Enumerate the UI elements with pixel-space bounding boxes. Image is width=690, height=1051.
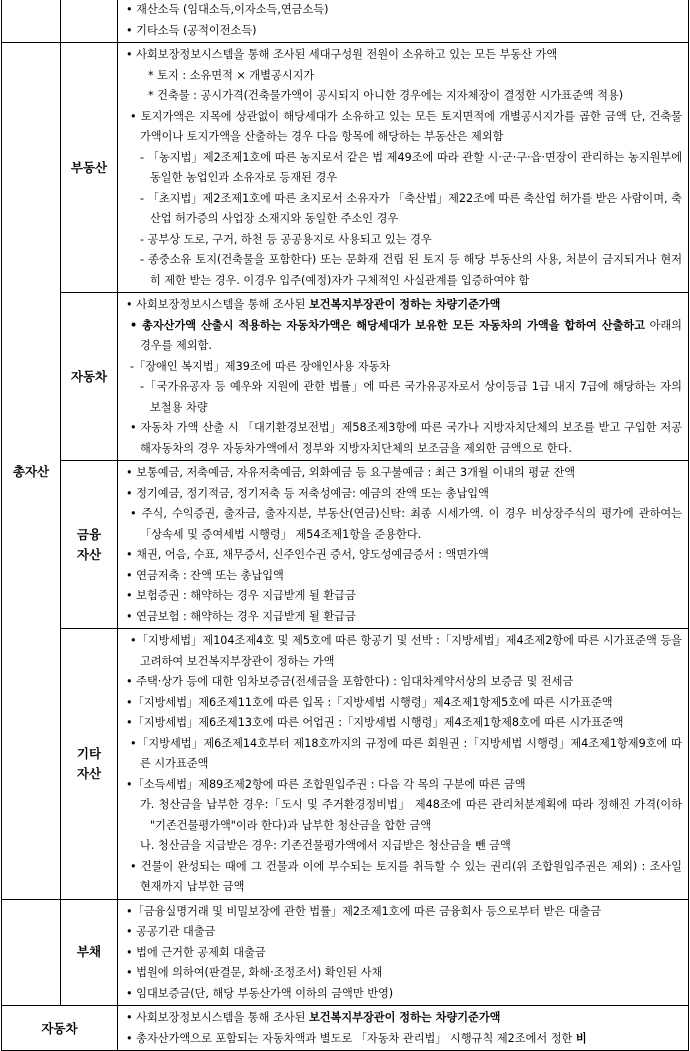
- other-assets-header: [61, 629, 118, 900]
- list-item: [126, 316, 682, 357]
- other-assets-row: [2, 629, 689, 900]
- finance-header: [61, 461, 118, 629]
- car-bottom-line1-bold: 보건복지부장관이 정하는 차량기준가액: [308, 1011, 501, 1024]
- car-line2-text: 아래의 경우를 제외함.: [140, 318, 682, 352]
- list-item: -「국가유공자 등 예우와 지원에 관한 법률」에 따른 국가유공자로서 상이등급 1급 내지 7급에 해당하는 자의 보철용 차량: [140, 380, 682, 414]
- list-item: - 종중소유 토지(건축물을 포함한다) 또는 문화재 건립 된 토지 등 해당 부동산의 사용, 처분이 금지되거나 현저히 제한 받는 경우. 이경우 입주(예정)자가 구체적인 사실관계를 입증하여야 함: [140, 253, 682, 287]
- list-item: • 토지가액은 지목에 상관없이 해당세대가 소유하고 있는 모든 토지면적에 개별공시지가를 곱한 금액 단, 건축물가액이나 토지가액을 산출하는 경우 다음 항목에 해당하는 부동산은 제외함: [130, 109, 682, 143]
- other-header-line1: 기타: [76, 745, 102, 761]
- debt-content: [118, 899, 689, 1006]
- other-header-line2: 자산: [76, 765, 102, 781]
- list-item: 가. 청산금을 납부한 경우:「도시 및 주거환경정비법」 제48조에 따른 관리처분계획에 따라 정해진 가격(이하 "기존건물평가액"이라 한다)과 납부한 청산금을 합한 금액: [140, 798, 682, 832]
- car-bottom-content: [118, 1006, 689, 1051]
- asset-criteria-table: [1, 0, 689, 1051]
- list-item: • 보험증권 : 해약하는 경우 지급받게 될 환급금: [126, 589, 356, 602]
- list-item: •「지방세법」제6조제14호부터 제18호까지의 규정에 따른 회원권 :「지방세법 시행령」제4조제1항제9호에 따른 시가표준액: [130, 736, 682, 770]
- list-item: • 사회보장정보시스템을 통해 조사된 세대구성원 전원이 소유하고 있는 모든 부동산 가액: [126, 48, 558, 61]
- total-assets-header: 총자산: [2, 43, 61, 900]
- list-item: -「장애인 복지법」제39조에 따른 장애인사용 자동차: [130, 359, 391, 373]
- list-item: * 건축물 : 공시가격(건축물가액이 공시되지 아니한 경우에는 지자체장이 결정한 시가표준액 적용): [148, 89, 624, 102]
- car-bottom-header: 자동차: [2, 1006, 118, 1051]
- list-item: • 보통예금, 저축예금, 자유저축예금, 외화예금 등 요구불예금 : 최근 3개월 이내의 평균 잔액: [126, 466, 576, 479]
- finance-content: [118, 461, 689, 629]
- debt-header: 부채: [61, 899, 118, 1006]
- list-item: •「지방세법」제6조제11호에 따른 입목 :「지방세법 시행령」제4조제1항제5호에 따른 시가표준액: [126, 695, 613, 709]
- car-bottom-line2-text: • 총자산가액으로 포함되는 자동차액과 별도로 「자동차 관리법」 시행규칙 제2조에서 정한: [126, 1031, 576, 1045]
- list-item: - 공부상 도로, 구거, 하천 등 공공용지로 사용되고 있는 경우: [140, 232, 432, 246]
- list-item: • 재산소득 (임대소득,이자소득,연금소득): [126, 3, 329, 16]
- realestate-content: [118, 43, 689, 293]
- list-item: • 공공기관 대출금: [126, 925, 216, 938]
- list-item: •「금융실명거래 및 비밀보장에 관한 법률」제2조제1호에 따른 금융회사 등으로부터 받은 대출금: [126, 904, 602, 918]
- list-item: - 「농지법」제2조제1호에 따른 농지로서 같은 법 제49조에 따라 관할 시·군·구·읍·면장이 관리하는 농지원부에 동일한 농업인과 소유자로 등재된 경우: [140, 150, 682, 184]
- list-item: • 연금보험 : 해약하는 경우 지급받게 될 환급금: [126, 609, 356, 623]
- car-row: [2, 293, 689, 461]
- list-item: • 주식, 수익증권, 출자금, 출자지분, 부동산(연금)신탁: 최종 시세가액. 이 경우 비상장주식의 평가에 관하여는 「상속세 및 증여세법 시행령」 제54조제1항을 준용한다.: [130, 507, 682, 541]
- list-item: • 연금저축 : 잔액 또는 총납입액: [126, 568, 284, 582]
- car-header: 자동차: [61, 293, 118, 461]
- empty-header-cell: [2, 0, 61, 43]
- car-line1-bold: 보건복지부장관이 정하는 차량기준가액: [308, 298, 501, 311]
- list-item: • 정기예금, 정기적금, 정기저축 등 저축성예금: 예금의 잔액 또는 총납입액: [126, 486, 489, 500]
- empty-group-cell: [2, 899, 61, 1006]
- empty-subheader-cell: [61, 0, 118, 43]
- list-item: 나. 청산금을 지급받은 경우: 기존건물평가액에서 지급받은 청산금을 뺀 금액: [140, 839, 511, 852]
- list-item: [126, 1008, 682, 1029]
- realestate-header: 부동산: [61, 43, 118, 293]
- car-bottom-line1-text: • 사회보장정보시스템을 통해 조사된: [126, 1011, 309, 1024]
- finance-header-line1: 금융: [76, 526, 102, 542]
- list-item: • 건물이 완성되는 때에 그 건물과 이에 부수되는 토지를 취득할 수 있는 권리(위 조합원입주권은 제외) : 조사일 현재까지 납부한 금액: [130, 859, 682, 893]
- other-assets-content: [118, 629, 689, 900]
- income-content-cell: [118, 0, 689, 43]
- car-content: [118, 293, 689, 461]
- car-bottom-row: [2, 1006, 689, 1051]
- debt-row: [2, 899, 689, 1006]
- car-bottom-line2-bold: 비: [575, 1031, 587, 1045]
- finance-row: [2, 461, 689, 629]
- list-item: •「지방세법」제104조제4호 및 제5호에 따른 항공기 및 선박 :「지방세법」제4조제2항에 따른 시가표준액 등을 고려하여 보건복지부장관이 정하는 가액: [130, 634, 682, 668]
- car-line1-text: • 사회보장정보시스템을 통해 조사된: [126, 298, 309, 311]
- income-continuation-row: [2, 0, 689, 43]
- list-item: [126, 1029, 682, 1050]
- list-item: [126, 295, 682, 316]
- list-item: • 주택·상가 등에 대한 임차보증금(전세금을 포함한다) : 임대차계약서상의 보증금 및 전세금: [126, 675, 574, 688]
- car-line2-bold: • 총자산가액 산출시 적용하는 자동차가액은 해당세대가 보유한 모든 자동차의 가액을 합하여 산출하고: [130, 318, 645, 332]
- finance-header-line2: 자산: [76, 546, 102, 562]
- list-item: • 자동차 가액 산출 시 「대기환경보전법」제58조제3항에 따른 국가나 지방자치단체의 보조를 받고 구입한 저공해자동차의 경우 자동차가액에서 정부와 지방자치단체의 보조금을 제외한 금액으로 한다.: [130, 421, 682, 455]
- list-item: • 임대보증금(단, 해당 부동산가액 이하의 금액만 반영): [126, 986, 394, 1000]
- list-item: - 「초지법」제2조제1호에 따른 초지로서 소유자가 「축산법」제22조에 따른 축산업 허가를 받은 사람이며, 축산업 허가증의 사업장 소재지와 동일한 주소인 경우: [140, 191, 682, 225]
- list-item: • 법원에 의하여(판결문, 화해·조정조서) 확인된 사채: [126, 966, 383, 979]
- list-item: •「소득세법」제89조제2항에 따른 조합원입주권 : 다음 각 목의 구분에 따른 금액: [126, 777, 526, 791]
- realestate-row: [2, 43, 689, 293]
- list-item: • 법에 근거한 공제회 대출금: [126, 945, 266, 959]
- list-item: •「지방세법」제6조제13호에 따른 어업권 :「지방세법 시행령」제4조제1항제8호에 따른 시가표준액: [126, 716, 624, 729]
- list-item: • 채권, 어음, 수표, 채무증서, 신주인수권 증서, 양도성예금증서 : 액면가액: [126, 548, 489, 561]
- list-item: • 기타소득 (공적이전소득): [126, 23, 257, 37]
- list-item: * 토지 : 소유면적 × 개별공시지가: [148, 68, 315, 82]
